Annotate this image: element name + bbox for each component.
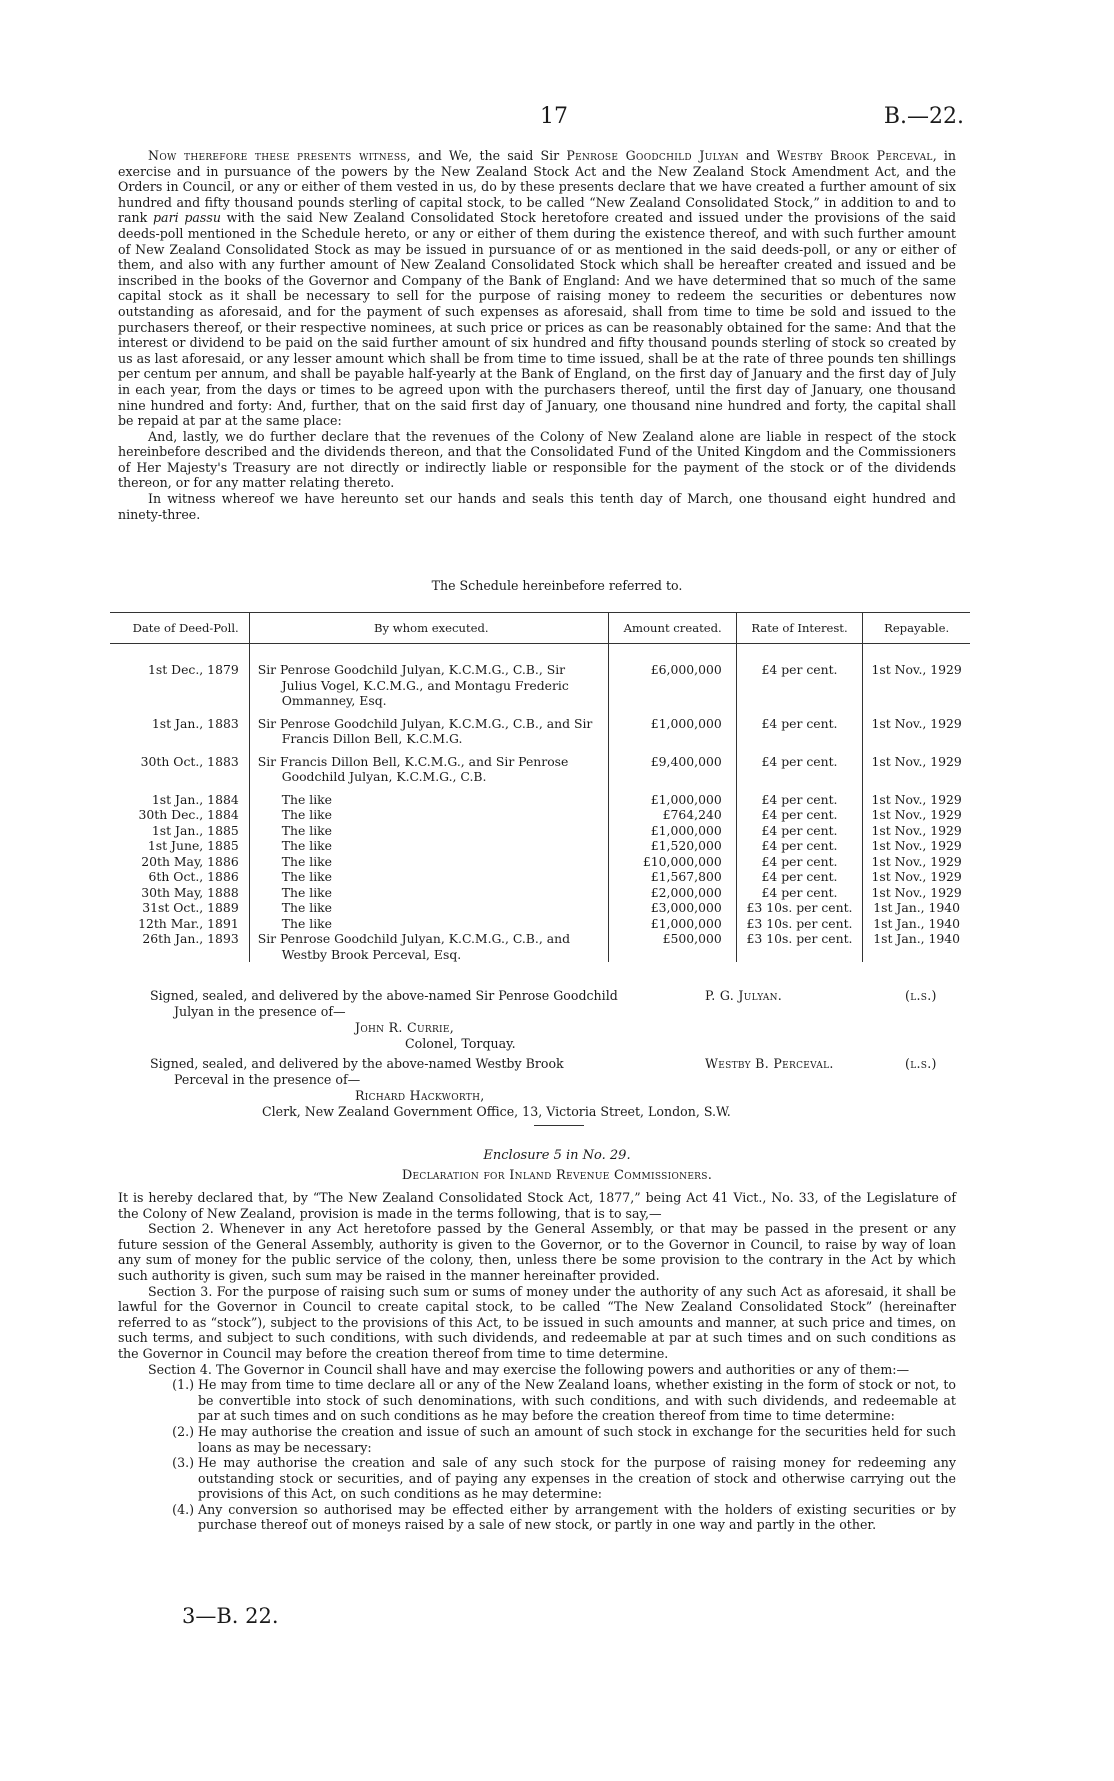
table-row [110, 747, 970, 785]
cell-repayable: 1st Nov., 1929 [871, 715, 962, 731]
table-row [110, 785, 970, 808]
table-row [110, 931, 970, 962]
cell-date: 1st Dec., 1879 [148, 662, 239, 677]
cell-executed-by: The like [249, 916, 608, 932]
cell-repayable: 1st Nov., 1929 [871, 662, 962, 677]
item-number: (3.) [172, 1455, 194, 1471]
cell-rate: £3 10s. per cent. [736, 900, 863, 916]
page-header [0, 104, 1114, 134]
cell-rate: £4 per cent. [736, 807, 863, 823]
item-text: He may authorise the creation and issue of such an amount of such stock in exchange for the securities held for such loans as may be necessary: [198, 1423, 956, 1455]
cell-rate: £4 per cent. [736, 838, 863, 854]
schedule-header-row [110, 613, 970, 644]
cell-amount: £500,000 [608, 931, 736, 962]
signature-block-2 [150, 1056, 620, 1087]
cell-repayable: 1st Jan., 1940 [873, 931, 961, 946]
italic-phrase: pari passu [153, 210, 221, 226]
document-reference: B.—22. [883, 104, 964, 129]
col-header-date: Date of Deed-Poll. [110, 613, 249, 644]
witness-name: Richard Hackworth, [355, 1088, 485, 1103]
schedule-caption: The Schedule hereinbefore referred to. [431, 578, 683, 593]
table-row [110, 916, 970, 932]
person-name: Westby Brook Perceval [776, 148, 933, 163]
cell-rate: £3 10s. per cent. [736, 916, 863, 932]
item-number: (2.) [172, 1423, 194, 1439]
cell-date: 1st Jan., 1885 [151, 822, 239, 838]
cell-amount: £1,000,000 [608, 823, 736, 839]
text-run: with the said New Zealand Consolidated Stock heretofore created and issued under the provisions of the said deeds-poll mentioned in the Schedule hereto, or any or either of them during the existence thereof, and with such further amount of New Zealand Consolidated Stock as may be issued in pursuance of or as mentioned in the said deeds-poll, or any or either of them, and also with any further amount of New Zealand Consolidated Stock which shall be hereafter created and issued and be inscribed in the books of the Governor and Company of the Bank of England: And we have determined that so much of the same capital stock as it shall be necessary to sell for the purpose of raising money to redeem the securities or debentures now outstanding as aforesaid, and for the payment of such expenses as aforesaid, shall from time to time be sold and issued to the purchasers thereof, or their respective nominees, at such price or prices as can be reasonably obtained for the same: And that the interest or dividend to be paid on the said further amount of six hundred and fifty thousand pounds sterling of stock so created by us as last aforesaid, or any lesser amount which shall be from time to time issued, shall be at the rate of three pounds ten shillings per centum per annum, and shall be payable half-yearly at the Bank of England, on the first day of January and the first day of July in each year, from the days or times to be agreed upon with the purchasers thereof, until the first day of January, one thousand nine hundred and forty: And, further, that on the said first day of January, one thousand nine hundred and forty, the capital shall be repaid at par at the same place: [118, 210, 957, 429]
cell-amount: £2,000,000 [608, 885, 736, 901]
cell-repayable: 1st Nov., 1929 [871, 869, 962, 884]
enclosure-heading: Declaration for Inland Revenue Commissioners. [401, 1168, 713, 1183]
enclosure-text [118, 1190, 956, 1533]
signatory-name: P. G. Julyan. [705, 988, 783, 1003]
col-header-amount: Amount created. [608, 613, 736, 644]
col-header-rate: Rate of Interest. [736, 613, 863, 644]
section-4: Section 4. The Governor in Council shall have and may exercise the following powers and authorities or any of them:— [148, 1361, 910, 1377]
section-3: Section 3. For the purpose of raising such sum or sums of money under the authority of any such Act as aforesaid, it shall be lawful for the Governor in Council to create capital stock, to be called “The New Zealand Consolidated Stock” (hereinafter referred to as “stock”), subject to the provisions of this Act, to be issued in such amounts and manner, at such price and times, on such terms, and subject to such conditions, with such dividends, and redeemable at par at such times and on such conditions as the Governor in Council may before the creation thereof from time to time determine. [118, 1283, 956, 1361]
cell-executed-by: Sir Penrose Goodchild Julyan, K.C.M.G., C.B., Sir Julius Vogel, K.C.M.G., and Montagu Frederic Ommanney, Esq. [249, 653, 608, 709]
cell-date: 30th Oct., 1883 [140, 753, 239, 769]
witness-address: Colonel, Torquay. [405, 1036, 516, 1051]
cell-executed-by: Sir Penrose Goodchild Julyan, K.C.M.G., C.B., and Sir Francis Dillon Bell, K.C.M.G. [249, 709, 608, 747]
deed-poll-text [118, 148, 956, 522]
spacer-row [110, 644, 970, 654]
schedule-body [110, 644, 970, 963]
cell-rate: £4 per cent. [736, 785, 863, 808]
cell-repayable: 1st Jan., 1940 [873, 915, 961, 931]
declaration-paragraph [118, 148, 956, 429]
cell-amount: £1,567,800 [608, 869, 736, 885]
signature-block-1 [150, 988, 620, 1019]
page-number: 17 [540, 104, 568, 129]
person-name: Penrose Goodchild Julyan [566, 148, 739, 163]
item-number: (1.) [172, 1377, 194, 1393]
enclosure-title: Enclosure 5 in No. 29. [483, 1148, 631, 1163]
col-header-executed: By whom executed. [249, 613, 608, 644]
cell-repayable: 1st Nov., 1929 [871, 753, 962, 769]
table-row [110, 838, 970, 854]
cell-amount: £9,400,000 [608, 747, 736, 785]
cell-rate: £4 per cent. [736, 823, 863, 839]
cell-executed-by: Sir Francis Dillon Bell, K.C.M.G., and Sir Penrose Goodchild Julyan, K.C.M.G., C.B. [249, 747, 608, 785]
text-run: , in exercise and in pursuance of the powers by the New Zealand Stock Act and the New Zealand Stock Amendment Act, and the Orders in Council, or any or either of them vested in us, do by these presents declare that we have created a further amount of six hundred and fifty thousand pounds sterling of capital stock, to be called “New Zealand Consolidated Stock,” in addition to and to rank [118, 148, 957, 226]
cell-amount: £1,000,000 [608, 916, 736, 932]
cell-repayable: 1st Nov., 1929 [871, 853, 962, 869]
cell-executed-by: The like [249, 900, 608, 916]
list-item [118, 1377, 956, 1424]
table-row [110, 653, 970, 709]
cell-amount: £764,240 [608, 807, 736, 823]
witness-name: John R. Currie, [355, 1020, 455, 1035]
section-2: Section 2. Whenever in any Act heretofore passed by the General Assembly, or that may be passed in the present or any future session of the General Assembly, authority is given to the Governor, or to the Governor in Council, to raise by way of loan any sum of money for the public service of the colony, then, unless there be some provision to the contrary in the Act by which such authority is given, such sum may be raised in the manner hereinafter provided. [118, 1221, 956, 1283]
cell-date: 31st Oct., 1889 [142, 900, 239, 915]
cell-executed-by: The like [249, 823, 608, 839]
cell-executed-by: The like [249, 785, 608, 808]
list-item [118, 1502, 956, 1533]
cell-date: 6th Oct., 1886 [148, 869, 239, 884]
witness-address: Clerk, New Zealand Government Office, 13, Victoria Street, London, S.W. [262, 1104, 731, 1119]
cell-date: 26th Jan., 1893 [142, 931, 239, 946]
cell-executed-by: The like [249, 869, 608, 885]
schedule-table [110, 612, 970, 962]
cell-repayable: 1st Nov., 1929 [871, 807, 962, 822]
table-row [110, 823, 970, 839]
signature-text: Signed, sealed, and delivered by the above-named Westby Brook Perceval in the presence of— [150, 1056, 564, 1087]
cell-repayable: 1st Nov., 1929 [871, 791, 962, 807]
table-row [110, 854, 970, 870]
table-row [110, 869, 970, 885]
cell-repayable: 1st Jan., 1940 [873, 900, 961, 915]
cell-amount: £10,000,000 [608, 854, 736, 870]
signature-mark: 3—B. 22. [182, 1604, 279, 1628]
seal-mark: (l.s.) [905, 988, 937, 1003]
cell-rate: £4 per cent. [736, 653, 863, 709]
cell-rate: £3 10s. per cent. [736, 931, 863, 962]
cell-amount: £1,000,000 [608, 785, 736, 808]
cell-executed-by: Sir Penrose Goodchild Julyan, K.C.M.G., C.B., and Westby Brook Perceval, Esq. [249, 931, 608, 962]
paragraph-lead: Now therefore these presents witness, [148, 148, 411, 163]
section-divider [534, 1125, 584, 1126]
col-header-repayable: Repayable. [863, 613, 970, 644]
cell-executed-by: The like [249, 885, 608, 901]
cell-rate: £4 per cent. [736, 854, 863, 870]
item-number: (4.) [172, 1501, 194, 1517]
table-row [110, 807, 970, 823]
cell-date: 20th May, 1886 [141, 853, 239, 869]
cell-date: 1st June, 1885 [147, 838, 239, 853]
item-text: He may authorise the creation and sale of any such stock for the purpose of raising money for redeeming any outstanding stock or securities, and of paying any expenses in the creation of stock and otherwise carrying out the provisions of this Act, on such conditions as he may determine: [198, 1455, 956, 1502]
table-row [110, 885, 970, 901]
cell-date: 12th Mar., 1891 [138, 915, 239, 931]
cell-amount: £6,000,000 [608, 653, 736, 709]
cell-executed-by: The like [249, 807, 608, 823]
seal-mark: (l.s.) [905, 1056, 937, 1071]
cell-amount: £1,520,000 [608, 838, 736, 854]
cell-repayable: 1st Nov., 1929 [871, 884, 962, 900]
cell-amount: £1,000,000 [608, 709, 736, 747]
cell-repayable: 1st Nov., 1929 [871, 822, 962, 838]
item-text: Any conversion so authorised may be effected either by arrangement with the holders of existing securities or by purchase thereof out of moneys raised by a sale of new stock, or partly in one way and partly in the other. [198, 1501, 956, 1533]
cell-rate: £4 per cent. [736, 709, 863, 747]
cell-amount: £3,000,000 [608, 900, 736, 916]
text-run: and We, the said Sir [410, 148, 567, 163]
signatory-name: Westby B. Perceval. [705, 1056, 834, 1071]
enclosure-intro: It is hereby declared that, by “The New Zealand Consolidated Stock Act, 1877,” being Act 41 Vict., No. 33, of the Legislature of the Colony of New Zealand, provision is made in the terms following, that is to say,— [118, 1190, 956, 1221]
cell-date: 30th May, 1888 [141, 884, 239, 900]
cell-rate: £4 per cent. [736, 869, 863, 885]
table-row [110, 900, 970, 916]
cell-repayable: 1st Nov., 1929 [871, 838, 962, 853]
cell-executed-by: The like [249, 838, 608, 854]
list-item [118, 1424, 956, 1455]
cell-rate: £4 per cent. [736, 747, 863, 785]
list-item [118, 1455, 956, 1502]
item-text: He may from time to time declare all or any of the New Zealand loans, whether existing in the form of stock or not, to be convertible into stock of such denominations, with such conditions, and with such dividends, and redeemable at par at such times and on such conditions as he may before the creation thereof from time to time determine: [198, 1377, 956, 1424]
table-row [110, 709, 970, 747]
powers-list [118, 1377, 956, 1533]
signature-text: Signed, sealed, and delivered by the above-named Sir Penrose Goodchild Julyan in the presence of— [150, 988, 618, 1019]
witness-paragraph: In witness whereof we have hereunto set our hands and seals this tenth day of March, one thousand eight hundred and ninety-three. [118, 491, 956, 522]
cell-executed-by: The like [249, 854, 608, 870]
text-run: and [738, 148, 777, 163]
liability-paragraph: And, lastly, we do further declare that the revenues of the Colony of New Zealand alone are liable in respect of the stock hereinbefore described and the dividends thereon, and that the Consolidated Fund of the United Kingdom and the Commissioners of Her Majesty's Treasury are not directly or indirectly liable or responsible for the payment of the stock or of the dividends thereon, or for any matter relating thereto. [118, 428, 956, 491]
cell-date: 1st Jan., 1883 [151, 715, 239, 731]
cell-rate: £4 per cent. [736, 885, 863, 901]
cell-date: 30th Dec., 1884 [138, 807, 239, 822]
cell-date: 1st Jan., 1884 [151, 791, 239, 807]
